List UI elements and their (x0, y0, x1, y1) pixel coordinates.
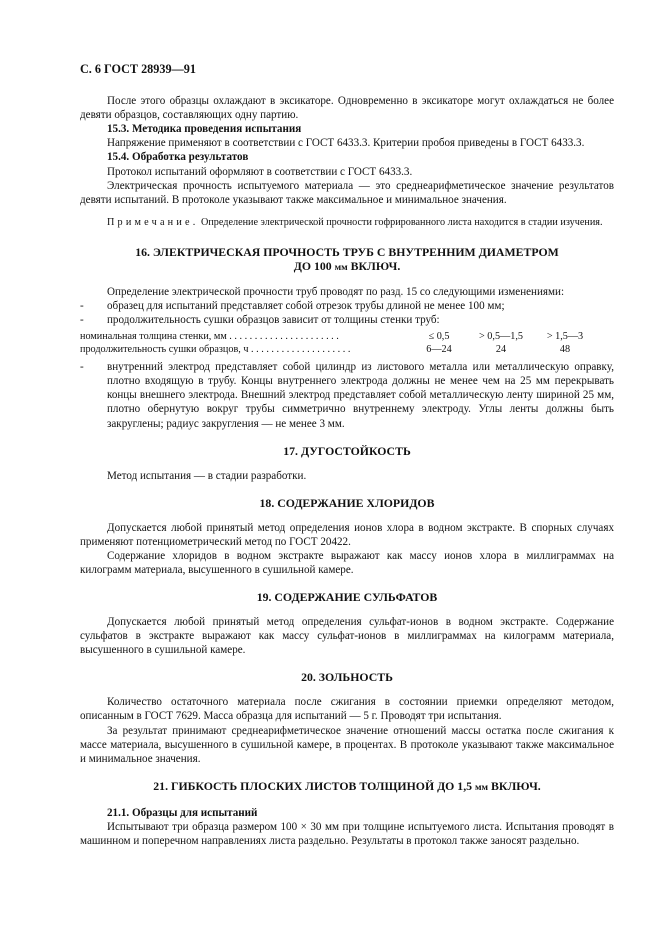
paragraph: Протокол испытаний оформляют в соответствии с ГОСТ 6433.3. (107, 165, 413, 178)
section-heading-18: 18. СОДЕРЖАНИЕ ХЛОРИДОВ (259, 495, 435, 510)
paragraph: Электрическая прочность испытуемого материала — это среднеарифметическое значение результатов девяти испытаний. В протоколе указывают также максимальное и минимальное значения. (80, 179, 614, 206)
table-cell: 24 (495, 343, 507, 355)
document-page (80, 62, 614, 848)
page-header: С. 6 ГОСТ 28939—91 (80, 62, 196, 76)
note-text: Определение электрической прочности гофрированного листа находится в стадии изучения. (200, 216, 603, 228)
table-cell: 48 (559, 343, 571, 355)
paragraph: После этого образцы охлаждают в эксикаторе. Одновременно в эксикаторе могут охлаждаться не более девяти образцов, составляющих одну партию. (80, 95, 614, 122)
subsection-heading-21-1: 21.1. Образцы для испытаний (107, 806, 258, 819)
note-lead: Примечание. (107, 216, 199, 228)
section-heading-17: 17. ДУГОСТОЙКОСТЬ (283, 443, 411, 458)
paragraph: Напряжение применяют в соответствии с ГОСТ 6433.3. Критерии пробоя приведены в ГОСТ 6433.3. (107, 137, 585, 150)
table-row (80, 331, 592, 344)
section-heading-16: 16. ЭЛЕКТРИЧЕСКАЯ ПРОЧНОСТЬ ТРУБ С ВНУТРЕННИМ ДИАМЕТРОМ ДО 100 мм ВКЛЮЧ. (135, 244, 559, 273)
paragraph: Определение электрической прочности труб проводят по разд. 15 со следующими изменениями: (107, 285, 565, 298)
list-item: - продолжительность сушки образцов зависит от толщины стенки труб: (80, 314, 440, 327)
paragraph: Содержание хлоридов в водном экстракте выражают как массу ионов хлора в миллиграммах на килограмм материала, высушенного в сушильной камере. (80, 549, 614, 576)
table-cell: > 1,5—3 (546, 331, 584, 343)
paragraph: Испытывают три образца размером 100 × 30 мм при толщине испытуемого листа. Испытания проводят в машинном и поперечном направлениях листа раздельно. Результаты в протокол также заносят раздельно. (80, 820, 614, 847)
paragraph: Метод испытания — в стадии разработки. (107, 469, 307, 482)
subsection-heading-15-4: 15.4. Обработка результатов (107, 151, 249, 164)
section-heading-20: 20. ЗОЛЬНОСТЬ (301, 670, 393, 685)
paragraph: Допускается любой принятый метод определения ионов хлора в водном экстракте. В спорных случаях применяют потенциометрический метод по ГОСТ 20422. (80, 521, 614, 548)
paragraph: Количество остаточного материала после сжигания в состоянии приемки определяют методом, описанным в ГОСТ 7629. Масса образца для испытаний — 5 г. Проводят три испытания. (80, 696, 614, 723)
section-heading-21: 21. ГИБКОСТЬ ПЛОСКИХ ЛИСТОВ ТОЛЩИНОЙ ДО 1,5 мм ВКЛЮЧ. (153, 778, 541, 793)
list-item: - внутренний электрод представляет собой цилиндр из листового металла или металлическую оправку, плотно входящую в трубу. Концы внутреннего электрода должны не менее чем на 25 мм перекрывать концы внешнего электрода. Внешний электрод представляет собой металлическую ленту шириной 25 мм, плотно обернутую вокруг трубы симметрично внутреннему электроду. Углы ленты должны быть закруглены; радиус закругления — не менее 3 мм. (80, 361, 614, 430)
paragraph: За результат принимают среднеарифметическое значение отношений массы остатка после сжигания к массе материала, высушенного в сушильной камере, в процентах. В протоколе указывают также максимальное и минимальное значения. (80, 724, 614, 765)
table-cell: 6—24 (426, 343, 452, 355)
table-cell: ≤ 0,5 (428, 331, 450, 343)
table-cell: номинальная толщина стенки, мм . . . . . . . . . . . . . . . . . . . . . . (80, 331, 339, 343)
section-heading-19: 19. СОДЕРЖАНИЕ СУЛЬФАТОВ (256, 590, 438, 605)
note (80, 216, 614, 229)
table-cell: > 0,5—1,5 (479, 331, 523, 343)
table-cell: продолжительность сушки образцов, ч . . . . . . . . . . . . . . . . . . . . (80, 343, 351, 355)
paragraph: Допускается любой принятый метод определения сульфат-ионов в водном экстракте. Содержание сульфатов в экстракте выражают как массу сульфат-ионов в миллиграммах на килограмм материала, высушенного в сушильной камере. (80, 616, 614, 657)
list-item: - образец для испытаний представляет собой отрезок трубы длиной не менее 100 мм; (80, 299, 505, 312)
drying-time-table (80, 331, 592, 356)
table-row (80, 344, 592, 357)
subsection-heading-15-3: 15.3. Методика проведения испытания (107, 123, 302, 136)
